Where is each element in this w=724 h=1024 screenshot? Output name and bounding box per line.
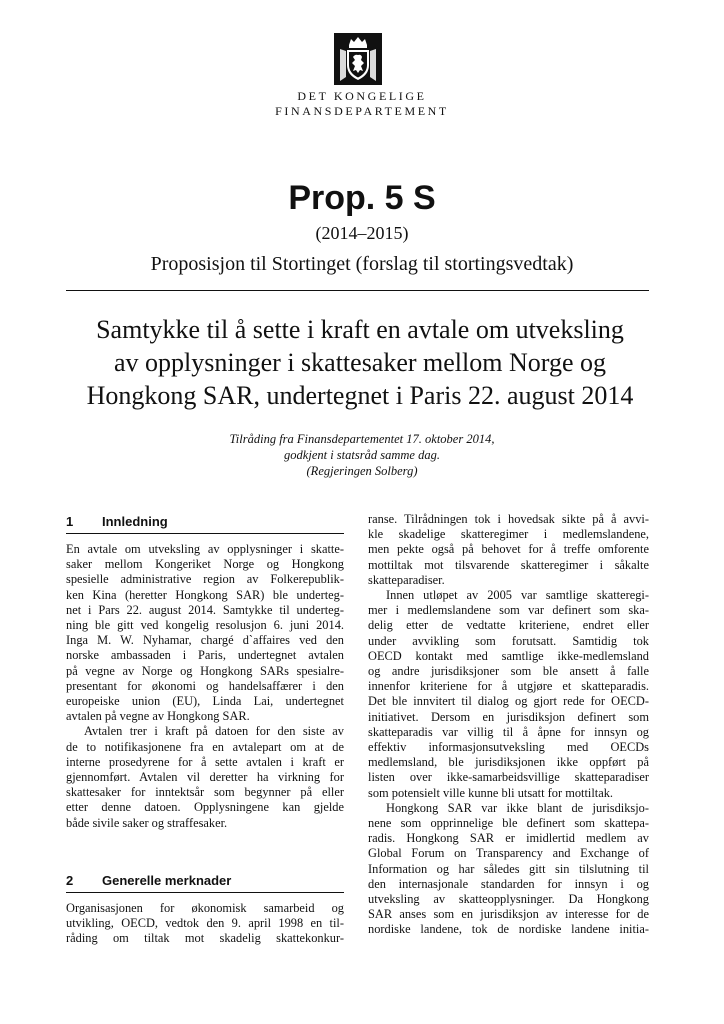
- text-line: interne prosedyrene for å sette avtalen i kraft er: [66, 754, 344, 769]
- text-line: de to notifikasjonene fra en avtalepart om at de: [66, 739, 344, 754]
- main-title: [60, 313, 660, 412]
- main-title-line: av opplysninger i skattesaker mellom Norge og: [114, 348, 606, 377]
- signoff: [0, 431, 724, 479]
- text-line: Inga M. W. Nyhamar, chargé d`affaires ved den: [66, 633, 344, 648]
- text-line: råding om tiltak mot skadelig skattekonkur-: [66, 931, 344, 946]
- section-number: 2: [66, 873, 74, 888]
- section-heading-2: [66, 872, 344, 893]
- text-line: og andre jurisdiksjoner som ble ansett å falle: [368, 664, 649, 679]
- signoff-line: Tilråding fra Finansdepartementet 17. oktober 2014,: [229, 432, 495, 446]
- text-line: den internasjonale standarden for innsyn i og: [368, 876, 649, 891]
- main-title-line: Hongkong SAR, undertegnet i Paris 22. august 2014: [86, 381, 634, 410]
- text-line: SAR anses som en jurisdiksjon av interesse for de: [368, 907, 649, 922]
- proposition-number: Prop. 5 S: [288, 179, 436, 217]
- text-line: norske ambassaden i Paris, undertegnet avtalen: [66, 648, 344, 663]
- text-line: saker mellom Kongeriket Norge og Hongkong: [66, 557, 344, 572]
- text-line: En avtale om utveksling av opplysninger i skatte-: [66, 542, 344, 556]
- text-line: spesielle administrative region av Folkerepublik-: [66, 572, 344, 587]
- main-title-line: Samtykke til å sette i kraft en avtale om utveksling: [96, 315, 624, 344]
- text-line: men pekte også på behovet for å treffe omforente: [368, 542, 649, 557]
- session-years: (2014–2015): [315, 223, 409, 243]
- coat-of-arms-icon: [334, 33, 382, 85]
- text-line: Innen utløpet av 2005 var samtlige skatteregi-: [386, 588, 649, 603]
- section-title: Generelle merknader: [102, 873, 232, 888]
- text-line: listen over ikke-samarbeidsvillige skatteparadiser: [368, 770, 649, 785]
- section-2-body: [66, 901, 344, 947]
- signoff-line: godkjent i statsråd samme dag.: [284, 448, 440, 462]
- text-line: Det ble innvitert til dialog og gjort rede for OECD-: [368, 694, 649, 709]
- title-divider: [66, 290, 649, 291]
- text-line: skatteparadiser.: [368, 572, 445, 587]
- text-line: på vegne av Norge og Hongkong SARs spesialre-: [66, 663, 344, 678]
- text-line: net i Pars 22. august 2014. Samtykke til underteg-: [66, 602, 344, 617]
- text-line: ken Kina (heretter Hongkong SAR) ble underteg-: [66, 587, 344, 602]
- text-line: mer i medlemslandene som var definert som ska-: [368, 603, 649, 618]
- text-line: presentant for økonomi og handelsaffærer i den: [66, 678, 344, 693]
- text-line: nene som opprinnelige ble definert som skattepa-: [368, 816, 649, 831]
- section-title: Innledning: [102, 514, 168, 529]
- text-line: utvikling, OECD, vedtok den 9. april 1998 en til-: [66, 916, 344, 931]
- section-1-body: [66, 542, 344, 831]
- department-name-line2: FINANSDEPARTEMENT: [275, 104, 449, 118]
- text-line: mottiltak mot tilsvarende skatteregimer i såkalte: [368, 557, 649, 572]
- section-number: 1: [66, 514, 74, 529]
- text-line: gjennomført. Avtalen vil deretter ha virkning for: [66, 770, 344, 785]
- text-line: Hongkong SAR var ikke blant de jurisdiksjo-: [386, 800, 649, 815]
- text-line: effektiv informasjonsutveksling med OECDs: [368, 740, 649, 755]
- document-type: Proposisjon til Stortinget (forslag til stortingsvedtak): [150, 253, 574, 275]
- text-line: avtalen på vegne av Hongkong SAR.: [66, 709, 250, 724]
- text-line: utveksling av skatteopplysninger. Da Hongkong: [368, 892, 649, 907]
- text-line: initiativet. Dersom en jurisdiksjon definert som: [368, 709, 649, 724]
- text-line: som potensielt ville kunne bli utsatt for mottiltak.: [368, 785, 614, 800]
- text-line: etter denne datoen. Opplysningene kan gjelde: [66, 800, 344, 815]
- text-line: skatteparadis var villig til å åpne for innsyn og: [368, 724, 649, 739]
- text-line: kle skadelige skatteregimer i medlemslandene,: [368, 527, 649, 542]
- text-line: europeiske union (EU), Linda Lai, undertegnet: [66, 694, 344, 709]
- text-line: ning ble gitt ved kongelig resolusjon 6. juni 2014.: [66, 618, 344, 633]
- text-line: nordiske landene, tok de nordiske landene initia-: [368, 922, 649, 937]
- text-line: Global Forum on Transparency and Exchange of: [368, 846, 649, 861]
- department-name-line1: DET KONGELIGE: [297, 89, 427, 103]
- text-line: Organisasjonen for økonomisk samarbeid og: [66, 901, 344, 915]
- text-line: både sivile saker og straffesaker.: [66, 815, 228, 830]
- text-line: innenfor kriteriene for å utgjøre et skatteparadis.: [368, 679, 649, 694]
- right-column-body: [368, 512, 649, 938]
- text-line: medlemsland, ble jurisdiksjonen ikke oppført på: [368, 755, 649, 770]
- text-line: skattesaker for inntektsår som begynner på eller: [66, 785, 344, 800]
- text-line: under avvikling som forutsatt. Samtidig tok: [368, 633, 649, 648]
- signoff-line: (Regjeringen Solberg): [306, 464, 418, 478]
- text-line: Avtalen trer i kraft på datoen for den siste av: [84, 724, 344, 739]
- text-line: radis. Hongkong SAR er imidlertid medlem av: [368, 831, 649, 846]
- text-line: delig etter de vedtatte kriteriene, endret eller: [368, 618, 649, 633]
- text-line: Information og har således gitt sin tilslutning til: [368, 861, 649, 876]
- text-line: ranse. Tilrådningen tok i hovedsak sikte på å avvi-: [368, 512, 649, 526]
- text-line: OECD kontakt med samtlige ikke-medlemsland: [368, 648, 649, 663]
- section-heading-1: [66, 513, 344, 534]
